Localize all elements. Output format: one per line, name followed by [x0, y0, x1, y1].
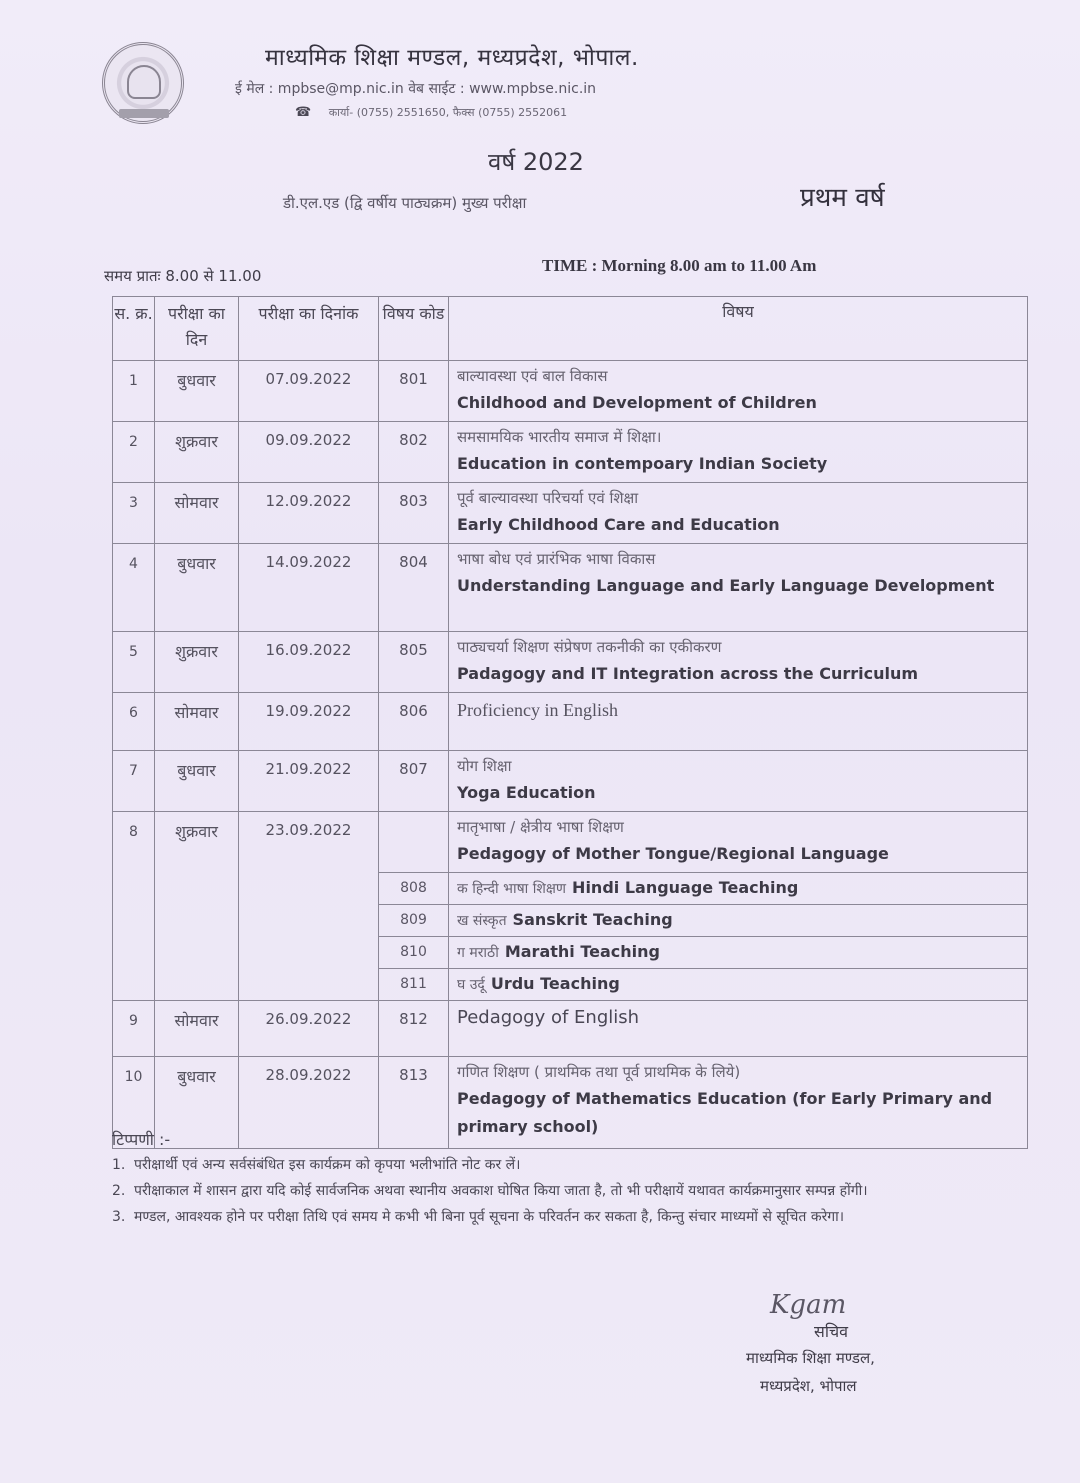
row-serial: 4: [113, 544, 155, 632]
table-row: [113, 361, 1028, 422]
row-subject: [449, 361, 1028, 422]
contact-phone-fax: [295, 105, 567, 120]
row-day: सोमवार: [155, 483, 239, 544]
exam-name: डी.एल.एड (द्वि वर्षीय पाठ्यक्रम) मुख्य परीक्षा: [283, 194, 527, 212]
subject-english: Hindi Language Teaching: [572, 878, 799, 897]
table-row: [113, 1001, 1028, 1057]
note-text: परीक्षाकाल में शासन द्वारा यदि कोई सार्वजनिक अथवा स्थानीय अवकाश घोषित किया जाता है, तो भी परीक्षायें यथावत कार्यक्रमानुसार सम्पन्न होंगी।: [134, 1183, 868, 1199]
subject-english: Sanskrit Teaching: [512, 910, 673, 929]
subject-english: Early Childhood Care and Education: [457, 515, 780, 534]
exam-time-english: TIME : Morning 8.00 am to 11.00 Am: [542, 256, 817, 275]
row-subject: [449, 751, 1028, 812]
row-serial: 2: [113, 422, 155, 483]
note-text: मण्डल, आवश्यक होने पर परीक्षा तिथि एवं समय मे कभी भी बिना पूर्व सूचना के परिवर्तन कर सकता है, किन्तु संचार माध्यमों से सूचित करेगा।: [134, 1209, 845, 1225]
table-row: [113, 422, 1028, 483]
header-code: विषय कोड: [379, 297, 449, 361]
row-code: 807: [379, 751, 449, 812]
row-date: 16.09.2022: [239, 632, 379, 693]
note-text: परीक्षार्थी एवं अन्य सर्वसंबंधित इस कार्यक्रम को कृपया भलीभांति नोट कर लें।: [134, 1157, 521, 1173]
row-date: 07.09.2022: [239, 361, 379, 422]
subrow-subject: [449, 905, 1028, 937]
row-serial: 1: [113, 361, 155, 422]
note-item: [112, 1204, 1012, 1230]
subject-english: Pedagogy of Mother Tongue/Regional Language: [457, 844, 889, 863]
note-number: 1.: [112, 1157, 126, 1173]
emblem-inner-icon: [127, 65, 161, 99]
row-serial: 5: [113, 632, 155, 693]
subrow-code: 811: [379, 969, 449, 1001]
row-code: [379, 812, 449, 873]
row-day: बुधवार: [155, 361, 239, 422]
row-subject: [449, 544, 1028, 632]
subject-hindi: गणित शिक्षण ( प्राथमिक तथा पूर्व प्राथमिक के लिये): [457, 1063, 741, 1081]
row-code: 801: [379, 361, 449, 422]
row-code: 803: [379, 483, 449, 544]
note-item: [112, 1178, 1012, 1204]
header-day: परीक्षा का दिन: [155, 297, 239, 361]
subject-hindi: क हिन्दी भाषा शिक्षण: [457, 881, 567, 897]
row-code: 802: [379, 422, 449, 483]
header-subject: विषय: [449, 297, 1028, 361]
row-subject: [449, 422, 1028, 483]
row-code: 805: [379, 632, 449, 693]
row-serial: 10: [113, 1057, 155, 1149]
row-code: 813: [379, 1057, 449, 1149]
row-code: 812: [379, 1001, 449, 1057]
subject-english: Marathi Teaching: [504, 942, 660, 961]
note-number: 2.: [112, 1183, 126, 1199]
subject-hindi: भाषा बोध एवं प्रारंभिक भाषा विकास: [457, 550, 656, 568]
table-row: [113, 693, 1028, 751]
subject-hindi: ख संस्कृत: [457, 913, 507, 929]
subject-hindi: योग शिक्षा: [457, 757, 512, 775]
table-row: [113, 483, 1028, 544]
row-day: बुधवार: [155, 544, 239, 632]
subrow-subject: [449, 937, 1028, 969]
signature-scribble: Kgam: [770, 1290, 847, 1320]
row-subject: [449, 693, 1028, 751]
subject-english: Childhood and Development of Children: [457, 393, 817, 412]
signatory-title: सचिव: [814, 1322, 849, 1341]
row-day: सोमवार: [155, 693, 239, 751]
row-date: 09.09.2022: [239, 422, 379, 483]
row-date: 26.09.2022: [239, 1001, 379, 1057]
row-date: 19.09.2022: [239, 693, 379, 751]
row-subject: [449, 1001, 1028, 1057]
subject-hindi: घ उर्दू: [457, 977, 485, 993]
row-subject: [449, 812, 1028, 873]
subrow-subject: [449, 873, 1028, 905]
board-emblem-logo: [102, 42, 184, 124]
organization-title: माध्यमिक शिक्षा मण्डल, मध्यप्रदेश, भोपाल.: [265, 45, 639, 71]
table-row: [113, 751, 1028, 812]
subrow-subject: [449, 969, 1028, 1001]
signatory-org-line2: मध्यप्रदेश, भोपाल: [760, 1377, 857, 1395]
row-day: शुक्रवार: [155, 632, 239, 693]
row-code: 804: [379, 544, 449, 632]
subject-english: Education in contempoary Indian Society: [457, 454, 828, 473]
subrow-code: 810: [379, 937, 449, 969]
note-number: 3.: [112, 1209, 126, 1225]
subject-english: Padagogy and IT Integration across the Curriculum: [457, 664, 919, 683]
signatory-org-line1: माध्यमिक शिक्षा मण्डल,: [746, 1349, 875, 1367]
table-row: [113, 544, 1028, 632]
row-date: 12.09.2022: [239, 483, 379, 544]
subject-hindi: पूर्व बाल्यावस्था परिचर्या एवं शिक्षा: [457, 489, 639, 507]
table-header-row: [113, 297, 1028, 361]
exam-schedule-table: [112, 296, 1028, 1149]
phone-fax-text: कार्या- (0755) 2551650, फैक्स (0755) 2552061: [328, 106, 568, 119]
subject-english: Proficiency in English: [457, 700, 618, 720]
course-year-label: प्रथम वर्ष: [800, 183, 885, 213]
emblem-band: [119, 109, 169, 118]
subject-english: Pedagogy of Mathematics Education (for Early Primary and primary school): [457, 1089, 993, 1136]
row-date: 21.09.2022: [239, 751, 379, 812]
subject-hindi: पाठ्यचर्या शिक्षण संप्रेषण तकनीकी का एकीकरण: [457, 638, 722, 656]
table-row: [113, 812, 1028, 873]
note-item: [112, 1152, 1012, 1178]
exam-time-hindi: समय प्रातः 8.00 से 11.00: [104, 267, 262, 285]
subrow-code: 808: [379, 873, 449, 905]
row-day: सोमवार: [155, 1001, 239, 1057]
row-code: 806: [379, 693, 449, 751]
exam-year: वर्ष 2022: [488, 148, 584, 176]
header-serial: स. क्र.: [113, 297, 155, 361]
row-day: बुधवार: [155, 1057, 239, 1149]
row-subject: [449, 632, 1028, 693]
row-day: शुक्रवार: [155, 812, 239, 1001]
row-date: 28.09.2022: [239, 1057, 379, 1149]
contact-email-website: ई मेल : mpbse@mp.nic.in वेब साईट : www.mpbse.nic.in: [235, 81, 597, 97]
notes-title: टिप्पणी :-: [112, 1130, 171, 1149]
row-serial: 9: [113, 1001, 155, 1057]
row-day: बुधवार: [155, 751, 239, 812]
row-date: 23.09.2022: [239, 812, 379, 1001]
signature-block: [746, 1290, 980, 1396]
row-date: 14.09.2022: [239, 544, 379, 632]
subject-english: Understanding Language and Early Language Development: [457, 576, 995, 595]
phone-icon: ☎: [295, 105, 312, 120]
row-serial: 7: [113, 751, 155, 812]
subject-hindi: ग मराठी: [457, 945, 499, 961]
row-serial: 3: [113, 483, 155, 544]
subject-hindi: मातृभाषा / क्षेत्रीय भाषा शिक्षण: [457, 818, 624, 836]
subject-english: Pedagogy of English: [457, 1007, 640, 1028]
subrow-code: 809: [379, 905, 449, 937]
subject-hindi: समसामयिक भारतीय समाज में शिक्षा।: [457, 428, 662, 446]
notes-section: [112, 1128, 1012, 1230]
subject-english: Urdu Teaching: [490, 974, 620, 993]
subject-hindi: बाल्यावस्था एवं बाल विकास: [457, 367, 608, 385]
subject-english: Yoga Education: [457, 783, 596, 802]
row-serial: 8: [113, 812, 155, 1001]
header-date: परीक्षा का दिनांक: [239, 297, 379, 361]
row-day: शुक्रवार: [155, 422, 239, 483]
row-subject: [449, 483, 1028, 544]
table-row: [113, 632, 1028, 693]
row-serial: 6: [113, 693, 155, 751]
